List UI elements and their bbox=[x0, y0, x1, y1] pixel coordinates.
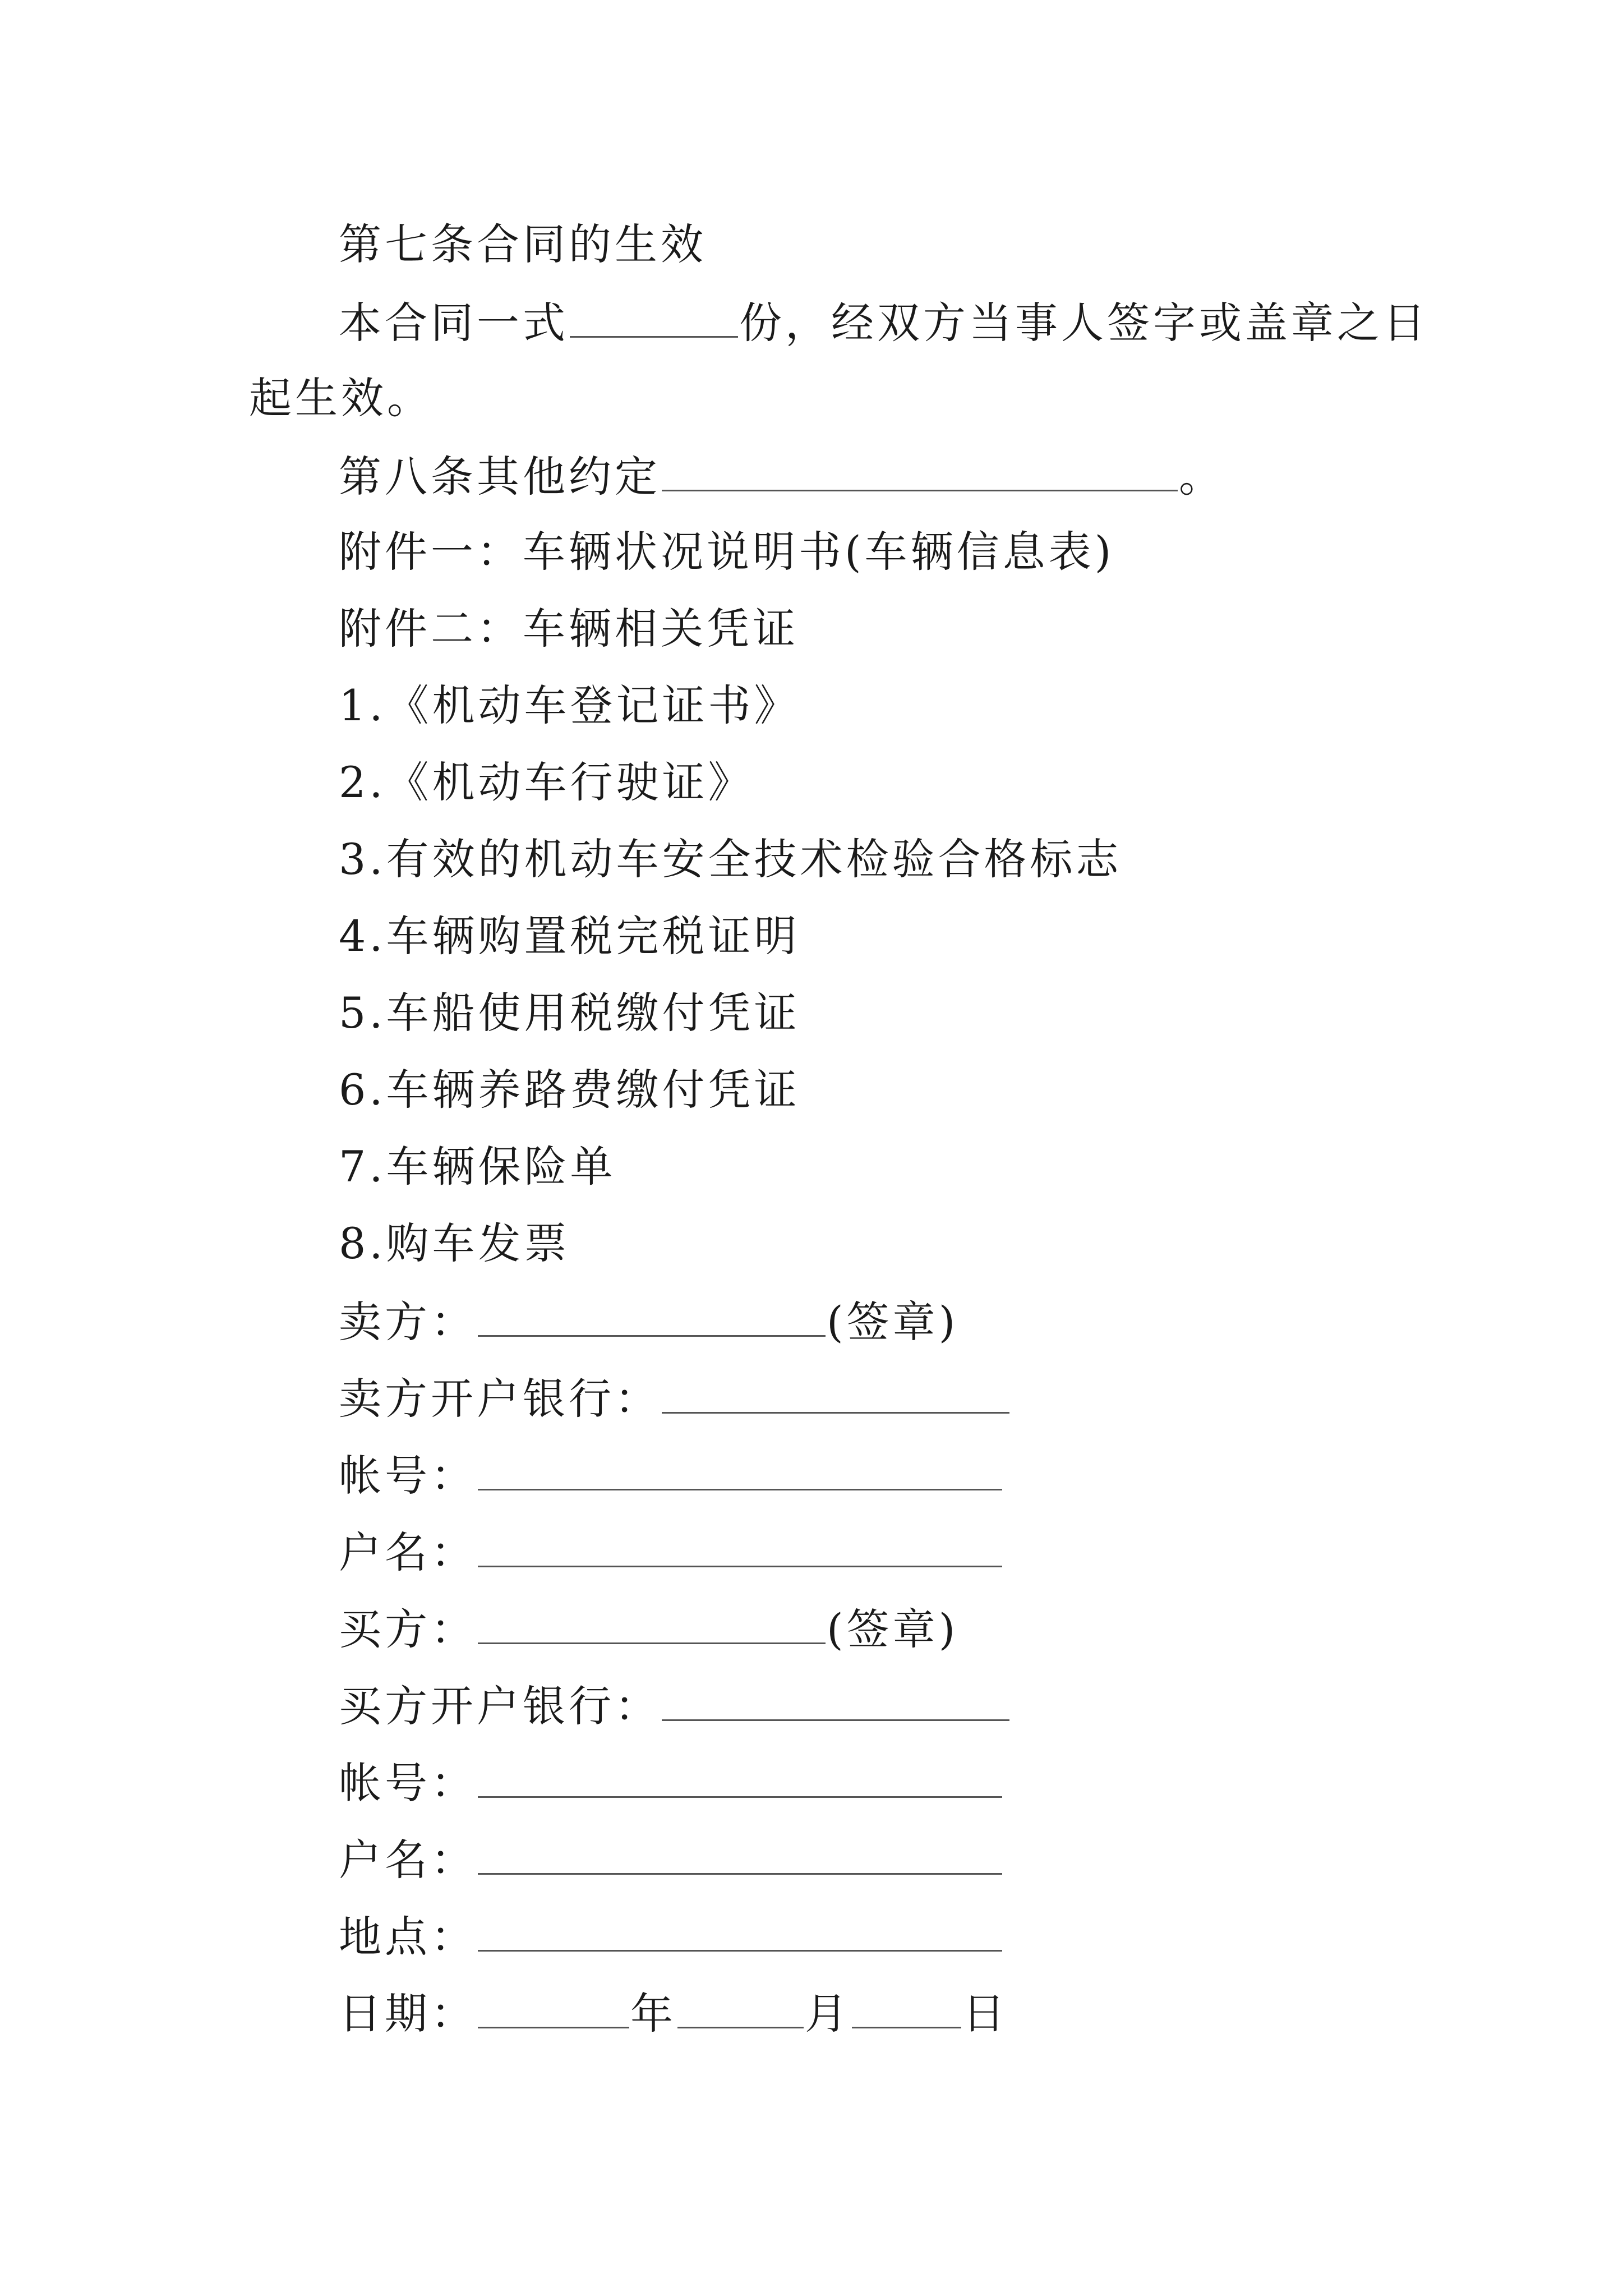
attachment-2: 附件二：车辆相关凭证 bbox=[339, 604, 799, 654]
attachment-item-3: 3.有效的机动车安全技术检验合格标志 bbox=[339, 834, 1122, 884]
seller-name-blank[interactable] bbox=[478, 1530, 1002, 1567]
buyer-account-label: 帐号： bbox=[339, 1758, 477, 1808]
buyer-label: 买方： bbox=[339, 1604, 477, 1654]
buyer-sign: (签章) bbox=[827, 1604, 959, 1654]
article7-title: 第七条合同的生效 bbox=[339, 219, 707, 269]
buyer-name-label: 户名： bbox=[339, 1835, 477, 1885]
buyer-bank-label: 买方开户银行： bbox=[339, 1681, 661, 1731]
buyer-account-line bbox=[339, 1758, 1003, 1808]
buyer-bank-blank[interactable] bbox=[662, 1683, 1009, 1721]
buyer-name-line bbox=[339, 1835, 1003, 1885]
place-label: 地点： bbox=[339, 1912, 477, 1962]
day-label: 日 bbox=[962, 1989, 1008, 2039]
seller-bank-label: 卖方开户银行： bbox=[339, 1374, 661, 1424]
seller-account-label: 帐号： bbox=[339, 1451, 477, 1501]
buyer-line bbox=[339, 1604, 959, 1654]
article7-body-part2: 份，经双方当事人签字或盖章之日 bbox=[739, 298, 1429, 348]
seller-label: 卖方： bbox=[339, 1297, 477, 1347]
attachment-item-8: 8.购车发票 bbox=[339, 1218, 570, 1268]
seller-bank-blank[interactable] bbox=[662, 1376, 1009, 1414]
seller-account-blank[interactable] bbox=[478, 1453, 1002, 1490]
attachment-1: 附件一：车辆状况说明书(车辆信息表) bbox=[339, 527, 1115, 577]
seller-bank-line bbox=[339, 1374, 1011, 1424]
attachment-item-5: 5.车船使用税缴付凭证 bbox=[339, 988, 800, 1038]
seller-blank[interactable] bbox=[478, 1299, 826, 1337]
article8-end: 。 bbox=[1179, 452, 1225, 501]
year-label: 年 bbox=[630, 1989, 676, 2039]
attachment-item-6: 6.车辆养路费缴付凭证 bbox=[339, 1065, 800, 1115]
buyer-blank[interactable] bbox=[478, 1607, 826, 1644]
copies-blank[interactable] bbox=[570, 300, 738, 338]
attachment-item-4: 4.车辆购置税完税证明 bbox=[339, 911, 800, 961]
article8 bbox=[339, 452, 1225, 501]
article8-title: 第八条其他约定 bbox=[339, 452, 661, 501]
place-line bbox=[339, 1912, 1003, 1962]
attachment-item-2: 2.《机动车行驶证》 bbox=[339, 757, 754, 807]
article7-body-continued: 起生效。 bbox=[249, 373, 433, 423]
place-blank[interactable] bbox=[478, 1914, 1002, 1952]
buyer-name-blank[interactable] bbox=[478, 1837, 1002, 1875]
seller-name-label: 户名： bbox=[339, 1527, 477, 1577]
seller-account-line bbox=[339, 1451, 1003, 1501]
seller-line bbox=[339, 1297, 959, 1347]
month-blank[interactable] bbox=[677, 1991, 804, 2028]
buyer-account-blank[interactable] bbox=[478, 1760, 1002, 1798]
date-label: 日期： bbox=[339, 1989, 477, 2039]
article7-body bbox=[339, 298, 1429, 348]
attachment-item-7: 7.车辆保险单 bbox=[339, 1142, 616, 1191]
month-label: 月 bbox=[805, 1989, 851, 2039]
article7-body-part1: 本合同一式 bbox=[339, 298, 569, 348]
buyer-bank-line bbox=[339, 1681, 1011, 1731]
year-blank[interactable] bbox=[478, 1991, 629, 2028]
attachment-item-1: 1.《机动车登记证书》 bbox=[339, 680, 800, 730]
date-line bbox=[339, 1989, 1008, 2039]
other-agreement-blank[interactable] bbox=[662, 454, 1178, 491]
seller-name-line bbox=[339, 1527, 1003, 1577]
seller-sign: (签章) bbox=[827, 1297, 959, 1347]
day-blank[interactable] bbox=[852, 1991, 961, 2028]
